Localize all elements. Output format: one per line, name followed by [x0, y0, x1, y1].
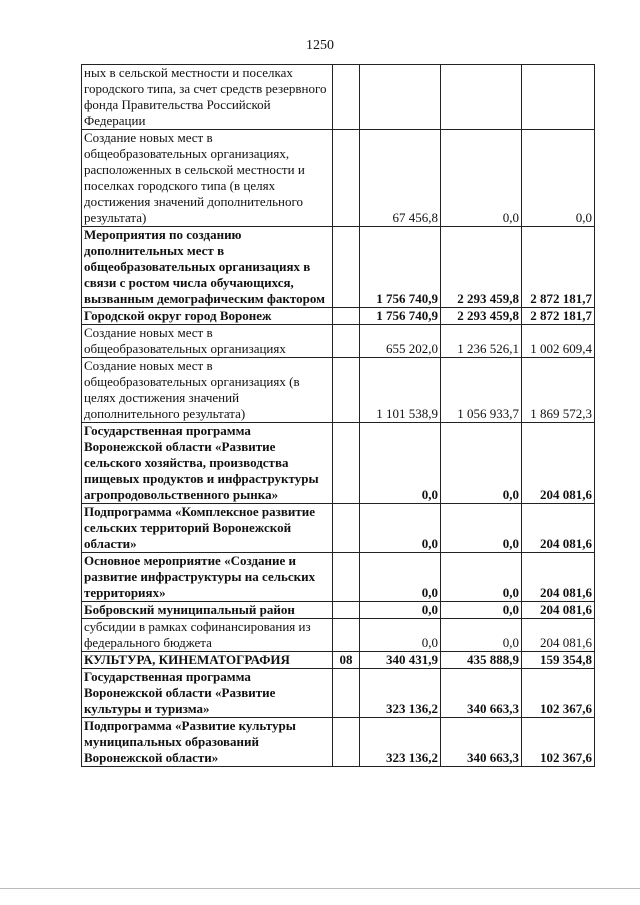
- row-value-1-cell: 0,0: [360, 619, 441, 652]
- row-value-2-cell: 0,0: [441, 504, 522, 553]
- row-value-3-cell: 1 869 572,3: [522, 358, 595, 423]
- row-section-code-cell: [333, 227, 360, 308]
- row-value-1-cell: 1 756 740,9: [360, 308, 441, 325]
- row-value-3-cell: 204 081,6: [522, 619, 595, 652]
- page-number: 1250: [306, 38, 334, 53]
- row-value-1-cell: 323 136,2: [360, 669, 441, 718]
- row-value-1-cell: 0,0: [360, 423, 441, 504]
- row-value-3-cell: 204 081,6: [522, 602, 595, 619]
- row-value-2-cell: 0,0: [441, 130, 522, 227]
- row-value-1-cell: 0,0: [360, 504, 441, 553]
- row-value-1-cell: 655 202,0: [360, 325, 441, 358]
- row-value-2-cell: 2 293 459,8: [441, 227, 522, 308]
- table-row: [82, 358, 595, 423]
- row-name-cell: Городской округ город Воронеж: [82, 308, 333, 325]
- row-value-1-cell: 340 431,9: [360, 652, 441, 669]
- row-section-code-cell: [333, 619, 360, 652]
- row-section-code-cell: [333, 423, 360, 504]
- row-section-code-cell: [333, 130, 360, 227]
- row-value-2-cell: 0,0: [441, 619, 522, 652]
- row-value-2-cell: 2 293 459,8: [441, 308, 522, 325]
- row-section-code-cell: [333, 602, 360, 619]
- row-name-cell: Создание новых мест в общеобразовательных организациях (в целях достижения значений дополнительного результата): [82, 358, 333, 423]
- row-name-cell: Государственная программа Воронежской области «Развитие культуры и туризма»: [82, 669, 333, 718]
- row-value-1-cell: 1 756 740,9: [360, 227, 441, 308]
- row-name-cell: ных в сельской местности и поселках городского типа, за счет средств резервного фонда Правительства Российской Федерации: [82, 65, 333, 130]
- row-value-3-cell: 204 081,6: [522, 504, 595, 553]
- table-row: [82, 227, 595, 308]
- row-value-3-cell: 204 081,6: [522, 423, 595, 504]
- row-value-2-cell: 340 663,3: [441, 669, 522, 718]
- row-value-3-cell: 2 872 181,7: [522, 308, 595, 325]
- row-section-code-cell: 08: [333, 652, 360, 669]
- row-name-cell: Бобровский муниципальный район: [82, 602, 333, 619]
- row-value-3-cell: 159 354,8: [522, 652, 595, 669]
- row-name-cell: Подпрограмма «Комплексное развитие сельских территорий Воронежской области»: [82, 504, 333, 553]
- row-value-3-cell: 1 002 609,4: [522, 325, 595, 358]
- row-value-1-cell: 67 456,8: [360, 130, 441, 227]
- row-value-3-cell: 102 367,6: [522, 669, 595, 718]
- row-section-code-cell: [333, 669, 360, 718]
- row-value-1-cell: [360, 65, 441, 130]
- row-section-code-cell: [333, 65, 360, 130]
- row-section-code-cell: [333, 325, 360, 358]
- table-row: [82, 130, 595, 227]
- row-value-1-cell: 323 136,2: [360, 718, 441, 767]
- row-name-cell: Основное мероприятие «Создание и развитие инфраструктуры на сельских территориях»: [82, 553, 333, 602]
- table-row: [82, 65, 595, 130]
- table-row: [82, 718, 595, 767]
- table-row: [82, 308, 595, 325]
- row-value-3-cell: 204 081,6: [522, 553, 595, 602]
- row-value-2-cell: 0,0: [441, 602, 522, 619]
- row-value-1-cell: 0,0: [360, 602, 441, 619]
- row-name-cell: Государственная программа Воронежской области «Развитие сельского хозяйства, производства пищевых продуктов и инфраструктуры агропродовольственного рынка»: [82, 423, 333, 504]
- table-row: [82, 669, 595, 718]
- row-name-cell: Мероприятия по созданию дополнительных мест в общеобразовательных организациях в связи с ростом числа обучающихся, вызванным демографическим фактором: [82, 227, 333, 308]
- row-name-cell: Подпрограмма «Развитие культуры муниципальных образований Воронежской области»: [82, 718, 333, 767]
- row-name-cell: субсидии в рамках софинансирования из федерального бюджета: [82, 619, 333, 652]
- table-row: [82, 325, 595, 358]
- row-section-code-cell: [333, 504, 360, 553]
- table-row: [82, 504, 595, 553]
- row-name-cell: КУЛЬТУРА, КИНЕМАТОГРАФИЯ: [82, 652, 333, 669]
- row-value-2-cell: 0,0: [441, 553, 522, 602]
- row-section-code-cell: [333, 358, 360, 423]
- row-value-1-cell: 1 101 538,9: [360, 358, 441, 423]
- budget-table: [81, 64, 595, 767]
- row-value-3-cell: 2 872 181,7: [522, 227, 595, 308]
- row-value-2-cell: 340 663,3: [441, 718, 522, 767]
- row-value-2-cell: 0,0: [441, 423, 522, 504]
- row-value-3-cell: [522, 65, 595, 130]
- row-value-1-cell: 0,0: [360, 553, 441, 602]
- row-value-2-cell: 1 236 526,1: [441, 325, 522, 358]
- row-section-code-cell: [333, 718, 360, 767]
- table-row: [82, 423, 595, 504]
- table-row: [82, 553, 595, 602]
- row-name-cell: Создание новых мест в общеобразовательных организациях, расположенных в сельской местности и поселках городского типа (в целях достижения значений дополнительного результата): [82, 130, 333, 227]
- page-bottom-rule: [0, 888, 640, 889]
- row-section-code-cell: [333, 308, 360, 325]
- table-row: [82, 619, 595, 652]
- row-value-2-cell: 435 888,9: [441, 652, 522, 669]
- row-value-3-cell: 102 367,6: [522, 718, 595, 767]
- row-name-cell: Создание новых мест в общеобразовательных организациях: [82, 325, 333, 358]
- row-value-3-cell: 0,0: [522, 130, 595, 227]
- row-value-2-cell: [441, 65, 522, 130]
- row-section-code-cell: [333, 553, 360, 602]
- table-row: [82, 602, 595, 619]
- table-row: [82, 652, 595, 669]
- row-value-2-cell: 1 056 933,7: [441, 358, 522, 423]
